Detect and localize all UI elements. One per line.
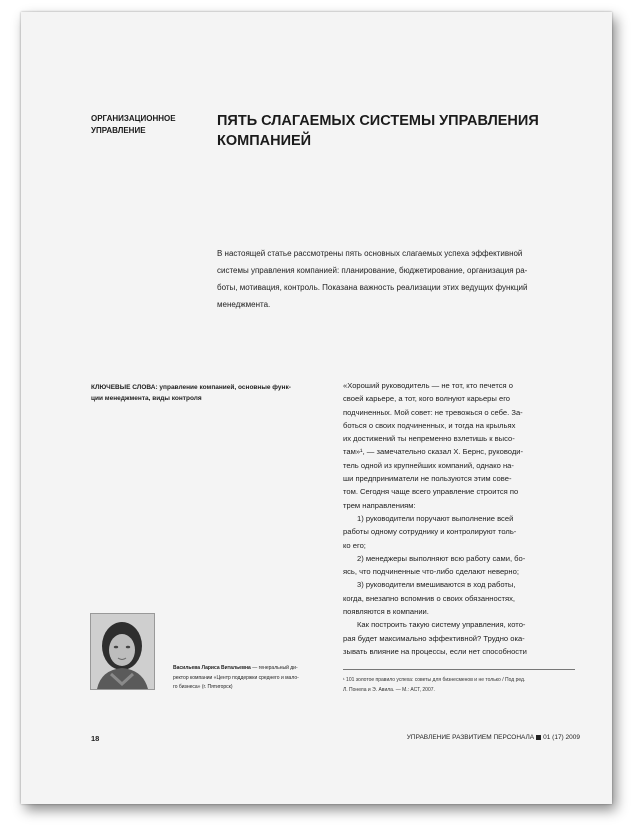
abstract-line: боты, мотивация, контроль. Показана важность реализации этих ведущих функций (217, 283, 528, 292)
article-title-line: КОМПАНИЕЙ (217, 133, 312, 149)
abstract-line: В настоящей статье рассмотрены пять основных слагаемых успеха эффективной (217, 249, 523, 258)
footnote-line: ¹ 101 золотое правило успеха: советы для бизнесменов и не только / Под ред. (343, 677, 526, 683)
body-line: зывать влияние на процессы, если нет способности (343, 646, 527, 656)
body-line: работы одному сотруднику и контролируют толь- (343, 527, 517, 537)
body-line: 1) руководители поручают выполнение всей (357, 513, 514, 523)
keywords (91, 382, 331, 404)
section-label (91, 113, 191, 137)
body-line: подчиненных. Мой совет: не тревожься о себе. За- (343, 407, 523, 417)
body-line: рая будет максимально эффективной? Трудно ока- (343, 633, 525, 643)
abstract (217, 245, 577, 313)
section-label-line: УПРАВЛЕНИЕ (91, 126, 146, 135)
body-line: ко его; (343, 540, 366, 550)
square-bullet-icon (536, 735, 541, 740)
section-label-line: ОРГАНИЗАЦИОННОЕ (91, 114, 176, 123)
article-title-line: ПЯТЬ СЛАГАЕМЫХ СИСТЕМЫ УПРАВЛЕНИЯ (217, 113, 539, 129)
body-line: Как построить такую систему управления, кото- (357, 620, 526, 630)
body-text (343, 379, 583, 658)
footnote (343, 675, 583, 695)
body-line: ши предприниматели не пользуются этим сове- (343, 474, 512, 484)
body-line: когда, внезапно вспомнив о своих обязанностях, (343, 593, 516, 603)
keywords-line-2: ции менеджмента, виды контроля (91, 395, 202, 402)
keywords-label: КЛЮЧЕВЫЕ СЛОВА: (91, 384, 158, 391)
body-line: трем направлениям: (343, 500, 416, 510)
author-line-2: ректор компании «Центр поддержки среднего и мало- (173, 674, 299, 681)
body-line: 2) менеджеры выполняют всю работу сами, бо- (357, 553, 526, 563)
body-line: тель одной из крупнейших компаний, однако на- (343, 460, 514, 470)
author-line-1 (173, 664, 333, 674)
author-photo (90, 613, 155, 690)
body-line: там»¹, — замечательно сказал Х. Бернс, руководи- (343, 447, 524, 457)
author-line-3: го бизнеса» (г. Пятигорск) (173, 684, 233, 690)
journal-footer (390, 734, 580, 741)
article-title (217, 111, 577, 151)
journal-issue: 01 (17) 2009 (543, 734, 580, 741)
author-portrait-image (91, 614, 154, 689)
body-line: появляются в компании. (343, 607, 429, 617)
body-line: 3) руководители вмешиваются в ход работы, (357, 580, 516, 590)
body-line: боться о своих подчиненных, и тогда на крыльях (343, 420, 516, 430)
abstract-line: менеджмента. (217, 300, 271, 309)
body-line: «Хороший руководитель — не тот, кто печется о (343, 381, 513, 390)
body-line: их достижений ты непременно взлетишь к высо- (343, 434, 515, 444)
author-name: Васильева Лариса Витальевна (173, 665, 251, 671)
abstract-line: системы управления компанией: планирование, бюджетирование, организация ра- (217, 266, 528, 275)
page (21, 12, 612, 804)
body-line: своей карьере, а тот, кого волнуют карьеры его (343, 394, 511, 404)
body-line: том. Сегодня чаще всего управление строится по (343, 487, 519, 497)
page-number: 18 (91, 734, 100, 743)
footnote-divider (343, 669, 575, 670)
keywords-text: управление компанией, основные функ- (157, 384, 291, 391)
journal-name: УПРАВЛЕНИЕ РАЗВИТИЕМ ПЕРСОНАЛА (406, 734, 535, 741)
author-info (173, 664, 333, 693)
footnote-line: Л. Понела и Э. Авила. — М.: АСТ, 2007. (343, 687, 435, 693)
keywords-line-1 (91, 382, 331, 393)
author-role: — генеральный ди- (250, 665, 298, 671)
body-line: ясь, что подчиненные что-либо сделают неверно; (343, 567, 519, 577)
